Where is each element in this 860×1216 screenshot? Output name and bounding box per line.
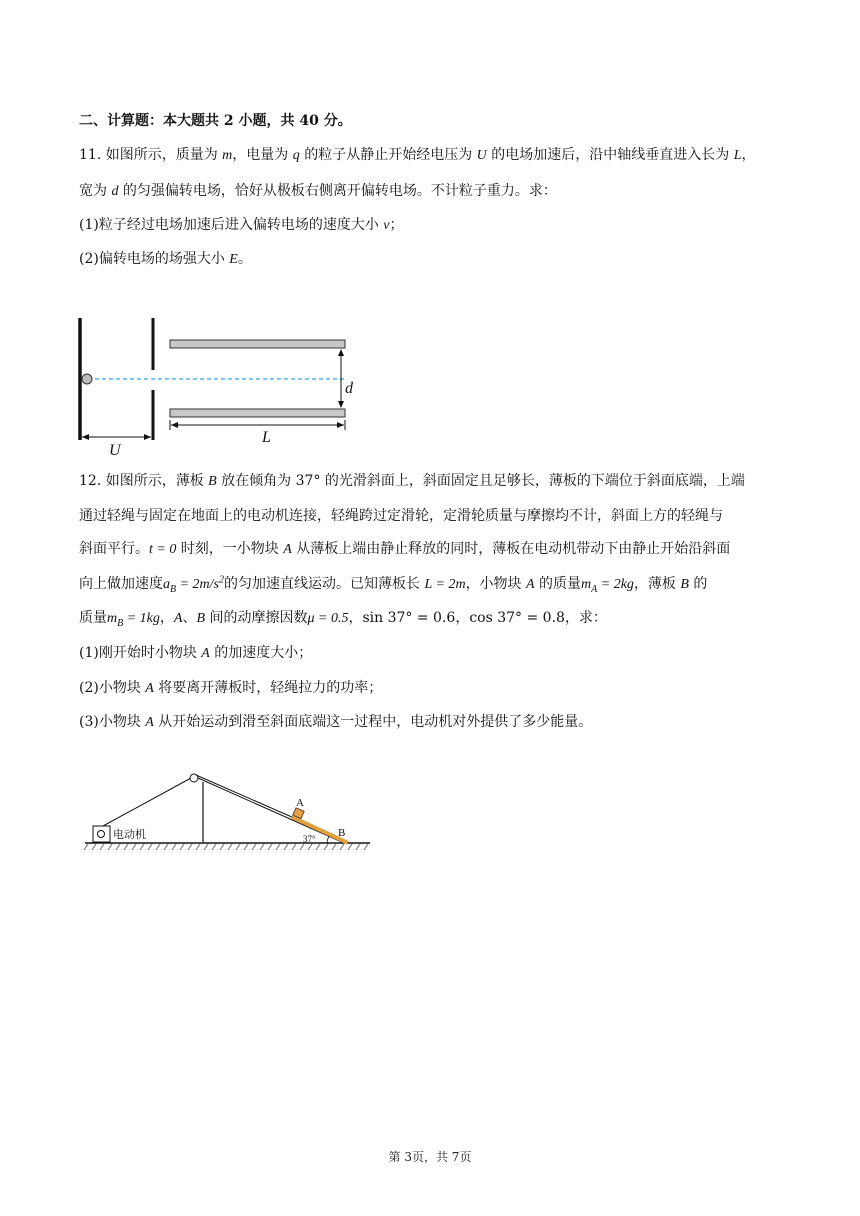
q12-part-3: (3)小物块 A 从开始运动到滑至斜面底端这一过程中，电动机对外提供了多少能量。 — [79, 714, 593, 730]
block-A-label: A — [296, 797, 304, 809]
q12-line-1: 12. 如图所示，薄板 B 放在倾角为 37° 的光滑斜面上，斜面固定且足够长，薄板的下端位于斜面底端，上端 — [79, 473, 745, 489]
q11-part-2: (2)偏转电场的场强大小 E。 — [79, 251, 252, 267]
d-label: d — [345, 380, 353, 397]
section-heading: 二、计算题：本大题共 2 小题，共 40 分。 — [79, 113, 352, 129]
q12-line-5: 质量$m_B = 1kg$，A、B 间的动摩擦因数μ = 0.5，sin 37° = 0.6，cos 37° = 0.8，求： — [79, 610, 607, 629]
q12-part-2: (2)小物块 A 将要离开薄板时，轻绳拉力的功率； — [79, 680, 383, 696]
q12-line-3: 斜面平行。t = 0 时刻，一小物块 A 从薄板上端由静止释放的同时，薄板在电动机带动下由静止开始沿斜面 — [79, 541, 731, 557]
q11-line-2: 宽为 d 的匀强偏转电场，恰好从极板右侧离开偏转电场。不计粒子重力。求： — [79, 183, 557, 199]
page-footer: 第 3页，共 7页 — [388, 1150, 472, 1164]
q11-figure — [70, 312, 370, 462]
incline-surface — [198, 778, 344, 843]
q12-figure — [80, 768, 380, 858]
angle-label: 37° — [303, 834, 316, 844]
q11-part-1: (1)粒子经过电场加速后进入偏转电场的速度大小 v； — [79, 217, 404, 233]
L-label: L — [262, 429, 271, 446]
motor-label: 电动机 — [113, 828, 146, 841]
q12-line-4: 向上做加速度$a_B = 2m/s^2$的匀加速直线运动。已知薄板长 L = 2m，小物块 A 的质量$m_A = 2kg$，薄板 B 的 — [79, 574, 708, 595]
q12-line-2: 通过轻绳与固定在地面上的电动机连接，轻绳跨过定滑轮，定滑轮质量与摩擦均不计，斜面上方的轻绳与 — [79, 508, 723, 524]
U-label: U — [109, 442, 121, 459]
q12-part-1: (1)刚开始时小物块 A 的加速度大小； — [79, 645, 313, 661]
board-B-label: B — [338, 827, 346, 839]
upper-deflection-plate — [170, 340, 345, 348]
lower-deflection-plate — [170, 409, 345, 417]
particle — [82, 374, 92, 384]
q11-line-1: 11. 如图所示，质量为 m，电量为 q 的粒子从静止开始经电压为 U 的电场加速后，沿中轴线垂直进入长为 L， — [79, 147, 756, 163]
motor-box — [93, 826, 110, 842]
rope-to-motor — [103, 778, 191, 826]
angle-arc — [327, 836, 329, 843]
